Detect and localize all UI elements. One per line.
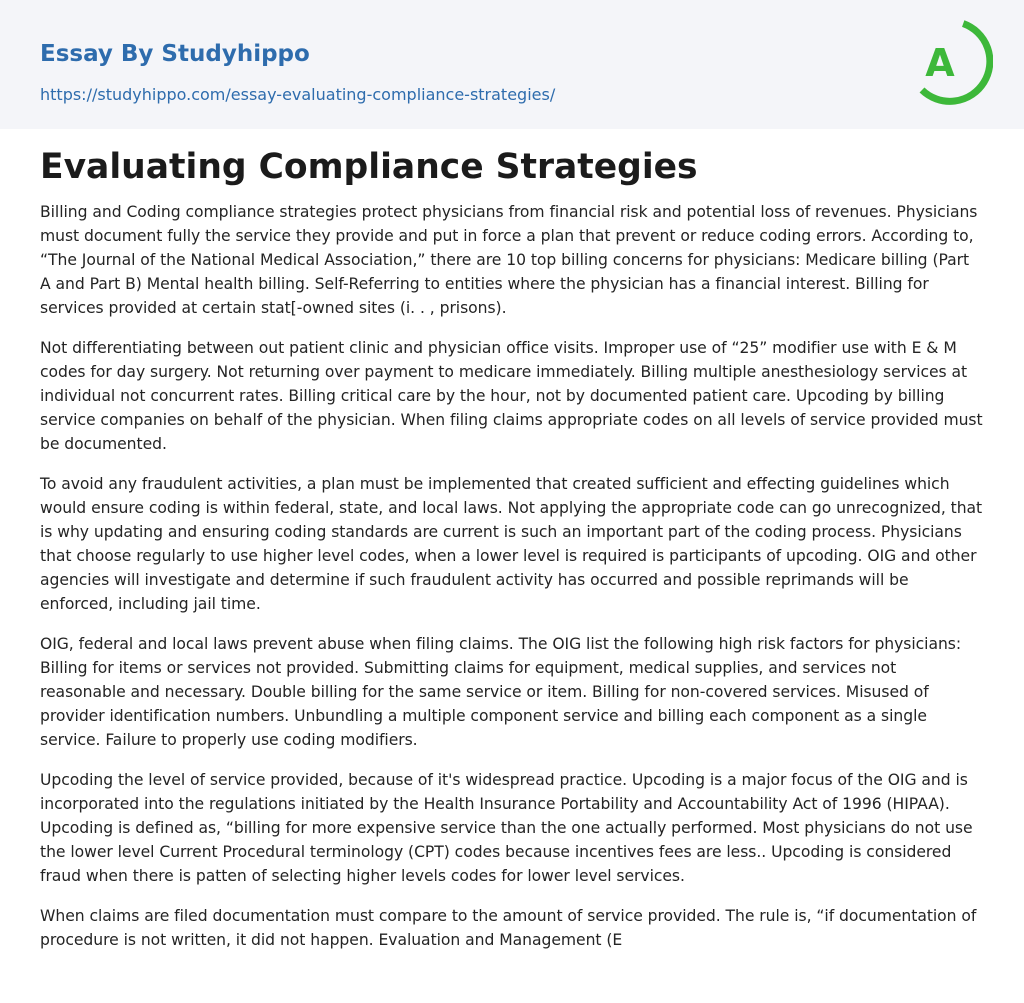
essay-title: Evaluating Compliance Strategies — [40, 147, 698, 187]
essay-content — [40, 144, 984, 968]
essay-paragraph-3: To avoid any fraudulent activities, a plan must be implemented that created sufficient and effecting guidelines which would ensure coding is within federal, state, and local laws. Not applying the appropriate code can go unrecognized, that is why updating and ensuring coding standards are current is such an important part of the coding process. Physicians that choose regularly to use higher level codes, when a lower level is required is participants of upcoding. OIG and other agencies will investigate and determine if such fraudulent activity has occurred and possible reprimands will be enforced, including jail time. — [40, 475, 983, 613]
essay-paragraph-2: Not differentiating between out patient clinic and physician office visits. Improper use of “25” modifier use with E & M codes for day surgery. Not returning over payment to medicare immediately. Billing multiple anesthesiology services at individual not concurrent rates. Billing critical care by the hour, not by documented patient care. Upcoding by billing service companies on behalf of the physician. When filing claims appropriate codes on all levels of service provided must be documented. — [40, 339, 983, 453]
brand-title: Essay By Studyhippo — [40, 41, 310, 67]
essay-paragraph-6: When claims are filed documentation must compare to the amount of service provided. The rule is, “if documentation of procedure is not written, it did not happen. Evaluation and Management (E — [40, 907, 977, 949]
source-url-link[interactable]: https://studyhippo.com/essay-evaluating-compliance-strategies/ — [40, 85, 556, 104]
logo-letter: A — [925, 41, 955, 85]
essay-paragraph-1: Billing and Coding compliance strategies protect physicians from financial risk and potential loss of revenues. Physicians must document fully the service they provide and put in force a plan that prevent or reduce coding errors. According to, “The Journal of the National Medical Association,” there are 10 top billing concerns for physicians: Medicare billing (Part A and Part B) Mental health billing. Self-Referring to entities where the physician has a financial interest. Billing for services provided at certain stat[-owned sites (i. . , prisons). — [40, 203, 978, 317]
essay-paragraph-5: Upcoding the level of service provided, because of it's widespread practice. Upcoding is a major focus of the OIG and is incorporated into the regulations initiated by the Health Insurance Portability and Accountability Act of 1996 (HIPAA). Upcoding is defined as, “billing for more expensive service than the one actually performed. Most physicians do not use the lower level Current Procedural terminology (CPT) codes because incentives fees are less.. Upcoding is considered fraud when there is patten of selecting higher levels codes for lower level services. — [40, 771, 973, 885]
page-header — [0, 0, 1024, 129]
essay-paragraph-4: OIG, federal and local laws prevent abuse when filing claims. The OIG list the following high risk factors for physicians: Billing for items or services not provided. Submitting claims for equipment, medical supplies, and services not reasonable and necessary. Double billing for the same service or item. Billing for non-covered services. Misused of provider identification numbers. Unbundling a multiple component service and billing each component as a single service. Failure to properly use coding modifiers. — [40, 635, 962, 749]
studyhippo-logo-icon[interactable] — [907, 17, 993, 107]
